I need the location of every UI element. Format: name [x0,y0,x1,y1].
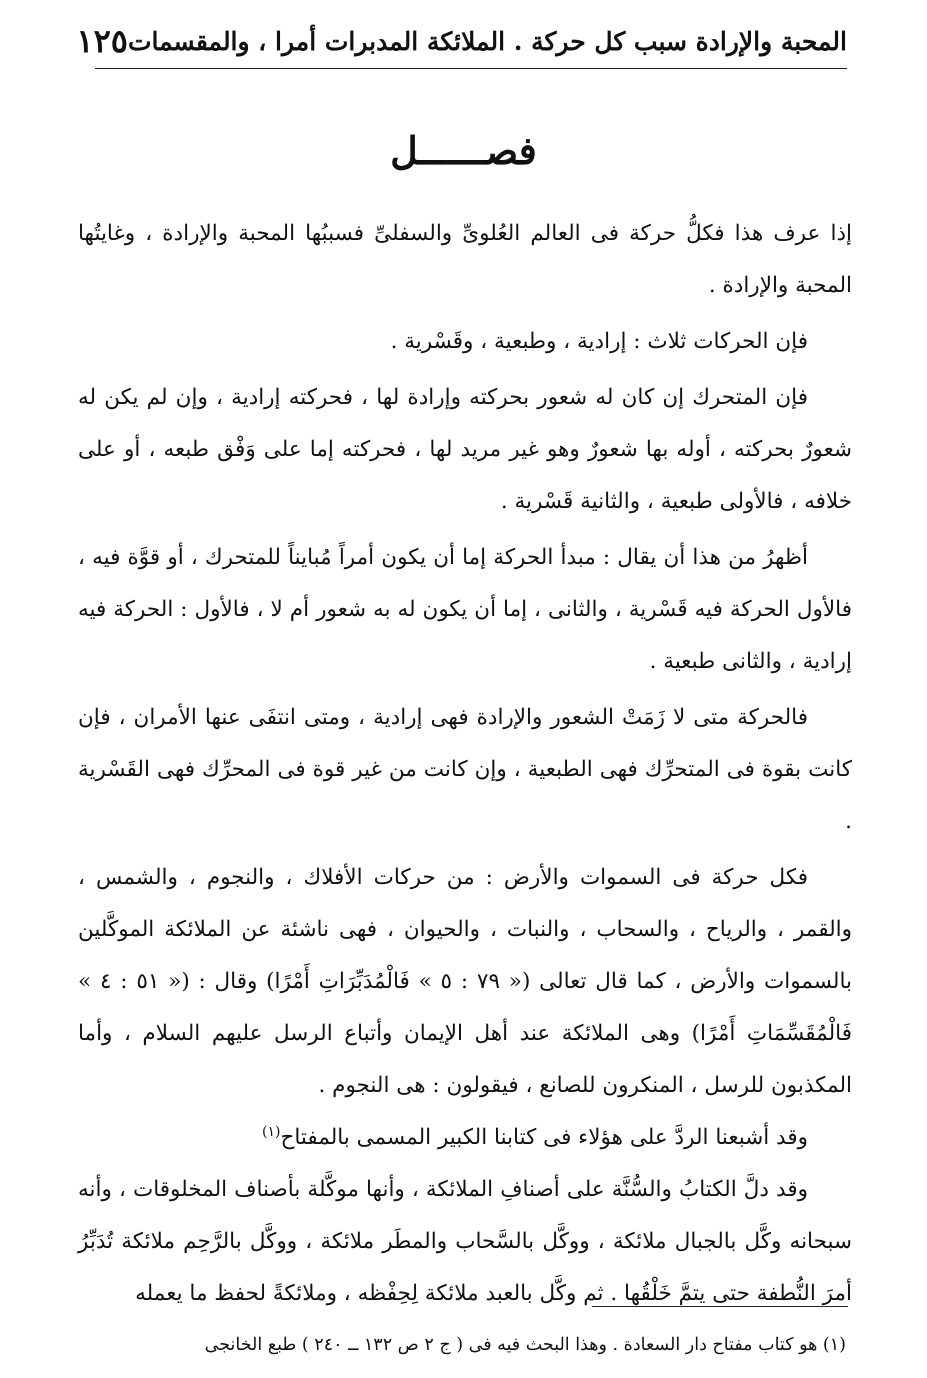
footnote-divider [592,1306,848,1307]
running-header [76,14,847,69]
section-title [0,128,927,173]
footnote: (١) هو كتاب مفتاح دار السعادة . وهذا البحث فيه فى ( ج ٢ ص ١٣٢ ــ ٢٤٠ ) طبع الخانجى [204,1335,846,1355]
paragraph-with-footnote [78,1112,852,1164]
paragraph: فكل حركة فى السموات والأرض : من حركات الأفلاك ، والنجوم ، والشمس ، والقمر ، والرياح ، والسحاب ، والنبات ، والحيوان ، فهى ناشئة عن الملائكة الموكَّلين بالسموات والأرض ، كما قال تعالى (« ٧٩ : ٥ » فَالْمُدَبِّرَاتِ أَمْرًا) وقال : (« ٥١ : ٤ » فَالْمُقَسِّمَاتِ أَمْرًا) وهى الملائكة عند أهل الإيمان وأتباع الرسل عليهم السلام ، وأما المكذبون للرسل ، المنكرون للصانع ، فيقولون : هى النجوم . [78,865,853,1098]
running-title: المحبة والإرادة سبب كل حركة . الملائكة المدبرات أمرا ، والمقسمات [127,26,847,56]
paragraph-text: وقد أشبعنا الردَّ على هؤلاء فى كتابنا الكبير المسمى بالمفتاح [280,1125,808,1150]
paragraph: أظهرُ من هذا أن يقال : مبدأ الحركة إما أن يكون أمراً مُبايناً للمتحرك ، أو قوَّة فيه ، فالأول الحركة فيه قَسْرية ، والثانى ، إما أن يكون له به شعور أم لا ، فالأول : الحركة فيه إرادية ، والثانى طبعية . [78,545,852,674]
footnote-reference[interactable]: (١) [262,1123,281,1140]
paragraph: فالحركة متى لا زَمَتْ الشعور والإرادة فهى إرادية ، ومتى انتفَى عنها الأمران ، فإن كانت بقوة فى المتحرِّك فهى الطبعية ، وإن كانت من غير قوة فى المحرِّك فهى القَسْرية . [78,705,852,834]
paragraph: فإن المتحرك إن كان له شعور بحركته وإرادة لها ، فحركته إرادية ، وإن لم يكن له شعورٌ بحركته ، أوله بها شعورٌ وهو غير مريد لها ، فحركته إما على وَفْق طبعه ، أو على خلافه ، فالأولى طبعية ، والثانية قَسْرية . [78,385,852,514]
paragraph: إذا عرف هذا فكلُّ حركة فى العالم العُلوىِّ والسفلىِّ فسببُها المحبة والإرادة ، وغايتُها المحبة والإرادة . [78,221,852,298]
paragraph: وقد دلَّ الكتابُ والسُّنَّة على أصنافِ الملائكة ، وأنها موكَّلة بأصناف المخلوقات ، وأنه سبحانه وكَّل بالجبال ملائكة ، ووكَّل بالسَّحاب والمطَر ملائكة ، ووكَّل بالرَّحِم ملائكة تُدَبِّرُ أمرَ النُّطفة حتى يتمَّ خَلْقُها . ثم وكَّل بالعبد ملائكة لِحِفْظه ، وملائكةً لحفظ ما يعمله [78,1177,852,1306]
paragraph: فإن الحركات ثلاث : إرادية ، وطبعية ، وقَسْرية . [390,329,808,354]
body-text [78,208,852,1324]
section-title-text: فصــــــل [390,128,537,173]
page-number: ١٢٥ [76,22,128,60]
